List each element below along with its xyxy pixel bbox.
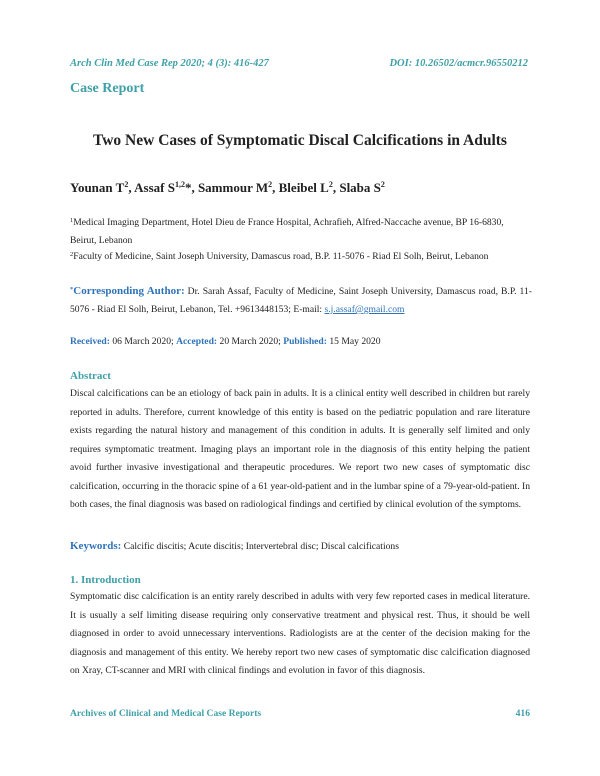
affiliation-1: $^1$Medical Imaging Department, Hotel Dieu de France Hospital, Achrafieh, Alfred-Naccache avenue, BP 16-6830, Beirut, Lebanon: [70, 217, 504, 246]
author-affil-sup: 1,2: [174, 180, 185, 189]
doi[interactable]: DOI: 10.26502/acmcr.96550212: [389, 58, 528, 69]
page-number: 416: [515, 708, 530, 719]
abstract-text: Discal calcifications can be an etiology of back pain in adults. It is a clinical entity well described in children but rarely reported in adults. Therefore, current knowledge of this entity is based on the pediatric population and rare literature exists regarding the natural history and management of this condition in adults. It is generally self limited and only requires symptomatic treatment. Imaging plays an important role in the diagnosis of this entity helping the patient avoid further invasive investigational and therapeutic procedures. We report two new cases of symptomatic disc calcification, occurring in the thoracic spine of a 61 year-old-patient and in the lumbar spine of a 79-year-old-patient. In both cases, the final diagnosis was based on radiological findings and certified by clinical evolution of the symptoms.: [70, 388, 530, 510]
author-affil-sup: 2: [380, 180, 385, 189]
affiliation-2: $^2$Faculty of Medicine, Saint Joseph University, Damascus road, B.P. 11-5076 - Riad El Solh, Beirut, Lebanon: [70, 251, 489, 262]
corresponding-author: *Corresponding Author: Dr. Sarah Assaf, Faculty of Medicine, Saint Joseph University, Damascus road, B.P. 11-5076 - Riad El Solh, Beirut, Lebanon, Tel. +9613448153; E-mail: s.j.assaf@gmail.com: [70, 285, 532, 315]
paper-title: Two New Cases of Symptomatic Discal Calcifications in Adults: [93, 132, 507, 149]
article-type: Case Report: [70, 81, 145, 96]
introduction-heading: 1. Introduction: [70, 574, 141, 586]
footer-journal: Archives of Clinical and Medical Case Reports: [70, 708, 262, 719]
author-list: Younan $T^2$, Assaf S$^{1,2}$*, Sammour $M^2$, Bleibel $L^2$, Slaba $S^2$: [70, 180, 385, 195]
author: Younan T: [70, 180, 125, 195]
introduction-text: Symptomatic disc calcification is an entity rarely described in adults with very few reported cases in medical literature. It is usually a self limiting disease requiring only conservative treatment and physical rest. Thus, it should be well diagnosed in order to avoid unnecessary interventions. Radiologists are at the center of the decision making for the diagnosis and management of this entity. We hereby report two new cases of symptomatic disc calcification diagnosed on Xray, CT-scanner and MRI with clinical findings and evolution in favor of this diagnosis.: [70, 591, 530, 676]
author: Slaba S: [339, 180, 381, 195]
author-affil-sup: 2: [124, 180, 129, 189]
email-link[interactable]: s.j.assaf@gmail.com: [324, 304, 405, 315]
corresponding-label: Corresponding Author:: [73, 285, 185, 297]
abstract-heading: Abstract: [70, 370, 111, 382]
corresponding-mark: *: [184, 180, 192, 195]
author-affil-sup: 2: [268, 180, 273, 189]
article-dates: Received: 06 March 2020; Accepted: 20 March 2020; Published: 15 May 2020: [70, 336, 381, 347]
keywords: Keywords: Calcific discitis; Acute discitis; Intervertebral disc; Discal calcifications: [70, 540, 399, 552]
author-affil-sup: 2: [328, 180, 333, 189]
author: Sammour M: [197, 180, 269, 195]
author: Assaf S: [134, 180, 175, 195]
author: Bleibel L: [278, 180, 329, 195]
journal-reference: Arch Clin Med Case Rep 2020; 4 (3): 416-427: [70, 58, 269, 69]
